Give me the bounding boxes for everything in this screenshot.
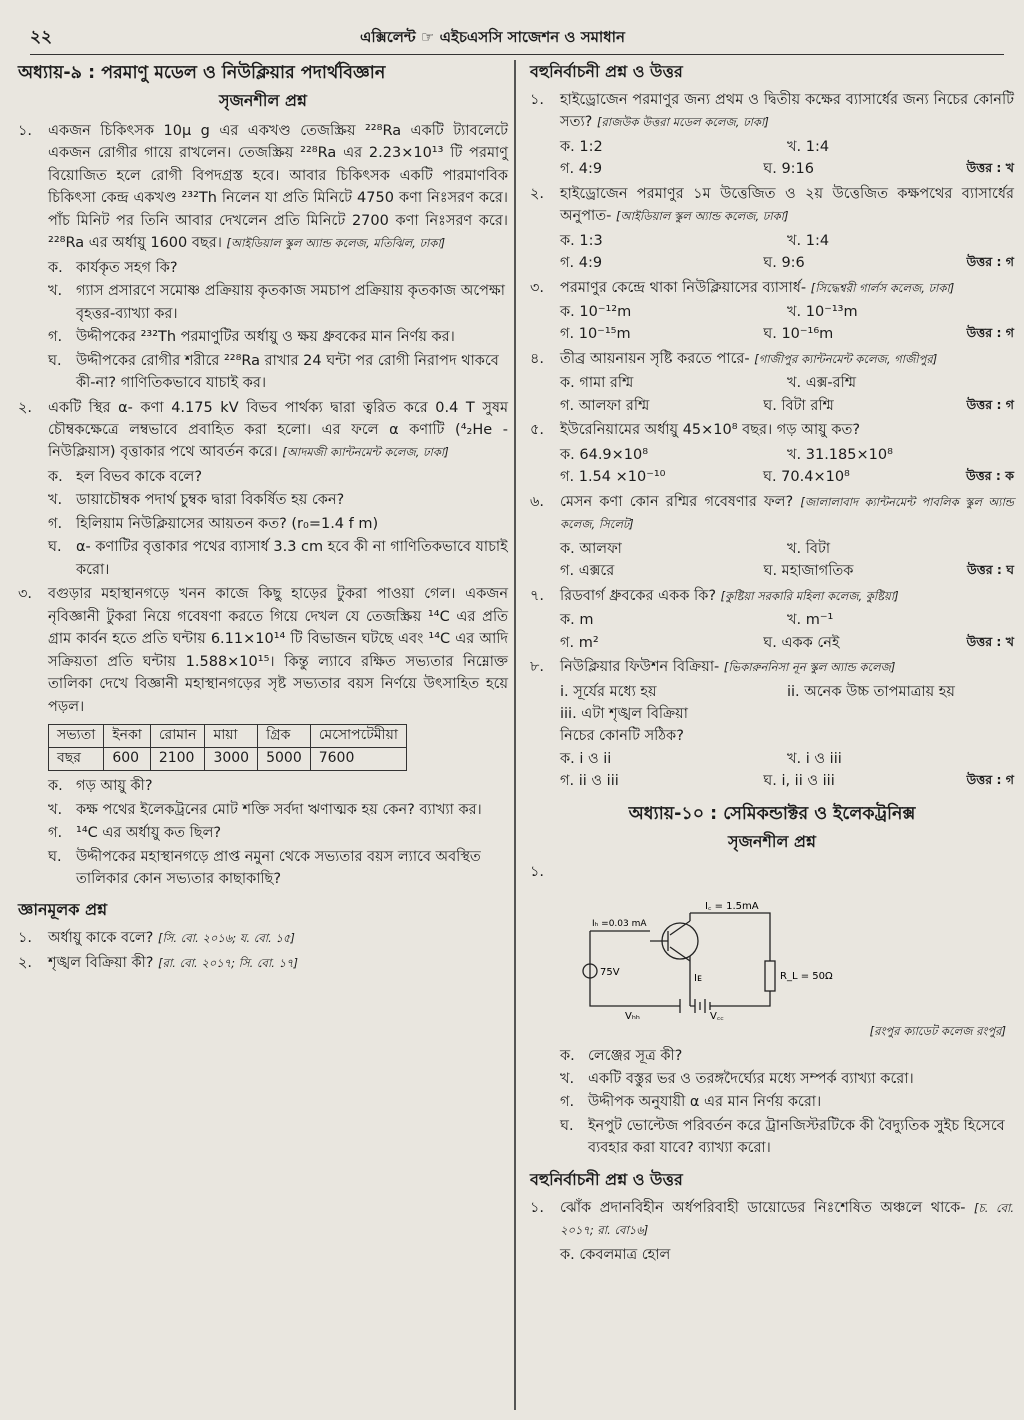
sub-text: ডায়াচৌম্বক পদার্থ চুম্বক দ্বারা বিকর্ষিত হয় কেন? (76, 492, 345, 509)
knowledge-title: জ্ঞানমূলক প্রশ্ন (18, 900, 108, 920)
option: খ. i ও iii (787, 750, 842, 767)
statement: iii. এটা শৃঙ্খল বিক্রিয়া (560, 705, 688, 722)
sub-label: খ. (560, 1071, 575, 1087)
question-source: [আদমজী ক্যান্টনমেন্ট কলেজ, ঢাকা] (282, 445, 449, 460)
question-text: তীব্র আয়নায়ন সৃষ্টি করতে পারে- (560, 350, 750, 367)
question-number: ১. (530, 1199, 545, 1216)
mcq-item (530, 419, 1014, 488)
statement: i. সূর্যের মধ্যে হয় (560, 683, 657, 700)
option: গ. 4:9 (560, 161, 603, 178)
sub-label: ঘ. (560, 1117, 574, 1134)
question-stem: বগুড়ার মহাস্থানগড়ে খনন কাজে কিছু হাড়ের টুকরা পাওয়া গেল। একজন নৃবিজ্ঞানী টুকরা নিয়ে গবেষণা করতে গিয়ে দেখল যে তেজস্ক্রিয় ¹⁴C এর প্রতি গ্রাম কার্বন হতে প্রতি ঘন্টায় 6.11×10¹⁴ টি বিভাজন ঘটছে এবং ¹⁴C এর আদি সক্রিয়তা প্রতি ঘন্টায় 1.588×10¹⁵। কিন্তু ল্যাবে রক্ষিত সভ্যতার নিম্নোক্ত তালিকা দেখে বিজ্ঞানী মহাস্থানগড়ের সৃষ্ট সভ্যতার বয়স নির্ণয়ে উৎসাহিত হয়ে পড়ল। (48, 586, 508, 715)
right-column (530, 60, 1014, 1266)
sub-question (48, 536, 508, 581)
option: গ. ii ও iii (560, 773, 619, 790)
question-source: [সিদ্ধেশ্বরী গার্লস কলেজ, ঢাকা] (810, 280, 955, 295)
mcq-item (530, 89, 1014, 181)
mcq-item (530, 348, 1014, 417)
sub-text: একটি বস্তুর ভর ও তরঙ্গদৈর্ঘ্যের মধ্যে সম্পর্ক ব্যাখ্যা করো। (588, 1071, 914, 1087)
option: ক. 1:2 (560, 138, 603, 155)
sub-question (560, 1115, 1014, 1160)
question-text: পরমাণুর কেন্দ্রে থাকা নিউক্লিয়াসের ব্যাসার্ধ- (560, 279, 807, 296)
option: গ. এক্সরে (560, 563, 615, 580)
sub-text: α- কণাটির বৃত্তাকার পথের ব্যাসার্ধ 3.3 cm হবে কী না গাণিতিকভাবে যাচাই করো। (76, 539, 508, 578)
answer: উত্তর : খ (966, 160, 1014, 176)
mcq-item (530, 183, 1014, 275)
mcq-item (530, 1197, 1014, 1242)
option: খ. 31.185×10⁸ (787, 446, 893, 463)
option: ঘ. i, ii ও iii (763, 773, 835, 790)
sub-question (48, 822, 508, 844)
question-source: [গাজীপুর ক্যান্টনমেন্ট কলেজ, গাজীপুর] (754, 351, 938, 366)
civilization-table (48, 724, 407, 771)
table-cell: ইনকা (104, 725, 151, 748)
sub-question (48, 846, 508, 891)
creative-question (18, 397, 508, 464)
question-number: ৩. (530, 279, 545, 296)
question-number: ২. (18, 954, 33, 971)
answer: উত্তর : খ (966, 633, 1014, 649)
answer: উত্তর : ক (965, 468, 1014, 484)
question-source: [আইডিয়াল স্কুল অ্যান্ড কলেজ, ঢাকা] (615, 209, 789, 224)
sub-question (560, 1091, 1014, 1113)
question-text: ঝোঁক প্রদানবিহীন অর্ধপরিবাহী ডায়োডের নিঃশেষিত অঞ্চলে থাকে- (560, 1199, 966, 1216)
question-number: ৮. (530, 659, 545, 676)
sub-label: ক. (48, 468, 63, 485)
question-number: ৭. (530, 587, 545, 604)
knowledge-question (18, 952, 508, 974)
sub-question (48, 775, 508, 797)
sub-question (48, 326, 508, 348)
option: ঘ. 70.4×10⁸ (762, 469, 850, 486)
question-number: ৫. (530, 422, 545, 439)
option: ঘ. একক নেই (763, 634, 840, 651)
table-cell: 600 (104, 748, 151, 771)
vcc-label: V꜀꜀ (710, 1011, 724, 1023)
question-number: ২. (18, 399, 33, 416)
transistor-circuit-diagram (570, 891, 833, 1023)
table-cell: 5000 (258, 748, 311, 771)
sub-question (48, 350, 508, 395)
question-text: রিডবার্গ ধ্রুবকের একক কি? (560, 587, 717, 604)
answer: উত্তর : গ (966, 396, 1014, 412)
question-source: [কুষ্টিয়া সরকারি মহিলা কলেজ, কুষ্টিয়া] (720, 588, 899, 603)
sub-label: খ. (48, 283, 63, 300)
sub-text: হল বিভব কাকে বলে? (76, 468, 203, 485)
sub-label: গ. (48, 825, 63, 842)
answer: উত্তর : গ (966, 254, 1014, 270)
option: ক. m (560, 612, 594, 629)
question-source: [রা. বো. ২০১৭; সি. বো. ১৭] (158, 955, 299, 970)
question-number: ৪. (530, 350, 545, 367)
sub-label: ঘ. (48, 539, 62, 556)
table-cell: বছর (49, 748, 104, 771)
emitter-current-label: Iᴇ (694, 973, 702, 985)
question-number: ১. (530, 863, 545, 880)
statement: ii. অনেক উচ্চ তাপমাত্রায় হয় (787, 683, 955, 700)
table-cell: গ্রিক (258, 725, 311, 748)
sub-question (560, 1045, 1014, 1067)
sub-label: গ. (48, 515, 63, 532)
question-number: ১. (18, 122, 33, 139)
mcq-item (530, 491, 1014, 583)
answer: উত্তর : গ (966, 772, 1014, 788)
sub-question (560, 1068, 1014, 1090)
question-source: [আইডিয়াল স্কুল অ্যান্ড কলেজ, মতিঝিল, ঢাকা] (226, 236, 446, 251)
table-row (49, 725, 407, 748)
base-current-label: Iₕ =0.03 mA (592, 919, 647, 930)
sub-text: উদ্দীপকের রোগীর শরীরে ²²⁸Ra রাখার 24 ঘন্টা পর রোগী নিরাপদ থাকবে কী-না? গাণিতিকভাবে যাচাই কর। (76, 352, 499, 392)
page-number: ২২ (30, 27, 53, 47)
answer: উত্তর : গ (966, 325, 1014, 341)
sub-text: কার্যকৃত সহগ কি? (76, 259, 178, 276)
question-number: ১. (530, 91, 545, 108)
option: খ. 10⁻¹³m (787, 304, 858, 321)
question-number: ৬. (530, 493, 545, 510)
table-cell: মায়া (205, 725, 258, 748)
option: ক. 10⁻¹²m (560, 304, 632, 321)
supply-voltage-label: 75V (600, 967, 620, 979)
chapter-title: অধ্যায়-৯ : পরমাণু মডেল ও নিউক্লিয়ার পদার্থবিজ্ঞান (18, 63, 386, 83)
option: ঘ. 10⁻¹⁶m (763, 326, 834, 343)
question-text: হাইড্রোজেন পরমাণুর ১ম উত্তেজিত ও ২য় উত্তেজিত কক্ষপথের ব্যাসার্ধের অনুপাত- (560, 185, 1014, 225)
sub-label: খ. (48, 492, 63, 509)
sub-label: ঘ. (48, 848, 62, 865)
table-cell: মেসোপটেমীয়া (310, 725, 406, 748)
sub-label: খ. (48, 801, 63, 818)
mcq-item (530, 585, 1014, 654)
question-text: অর্ধায়ু কাকে বলে? (48, 930, 154, 947)
answer: উত্তর : ঘ (967, 562, 1014, 578)
option: গ. 1.54 ×10⁻¹⁰ (560, 469, 666, 486)
sub-question (48, 466, 508, 488)
table-row (49, 748, 407, 771)
option: খ. m⁻¹ (787, 612, 834, 629)
option: খ. 1:4 (787, 232, 830, 249)
question-text: নিউক্লিয়ার ফিউশন বিক্রিয়া- (560, 659, 720, 676)
option: ক. i ও ii (560, 750, 612, 767)
sub-label: ঘ. (48, 352, 62, 369)
vbb-label: Vₕₕ (625, 1011, 640, 1023)
question-number: ৩. (18, 586, 33, 603)
sub-text: ¹⁴C এর অর্ধায়ু কত ছিল? (76, 825, 222, 842)
question-text: মেসন কণা কোন রশ্মির গবেষণার ফল? (560, 493, 794, 510)
chapter10-title: অধ্যায়-১০ : সেমিকন্ডাক্টর ও ইলেকট্রনিক্স (628, 803, 916, 824)
option: খ. বিটা (787, 540, 831, 557)
creative10-title: সৃজনশীল প্রশ্ন (728, 831, 816, 851)
question-source: [ভিকারুননিসা নূন স্কুল অ্যান্ড কলেজ] (723, 660, 896, 675)
sub-question (48, 280, 508, 325)
table-cell: 3000 (205, 748, 258, 771)
creative-title: সৃজনশীল প্রশ্ন (219, 91, 307, 111)
table-cell: 2100 (150, 748, 205, 771)
sub-text: উদ্দীপকের মহাস্থানগড়ে প্রাপ্ত নমুনা থেকে সভ্যতার বয়স ল্যাবে অবস্থিত তালিকার কোন সভ্যতার কাছাকাছি? (76, 848, 481, 887)
sub-text: গড় আয়ু কী? (76, 778, 153, 795)
mcq10-title: বহুনির্বাচনী প্রশ্ন ও উত্তর (530, 1169, 683, 1189)
option: খ. এক্স-রশ্মি (787, 375, 857, 392)
sub-question (48, 489, 508, 511)
collector-current-label: I꜀ = 1.5mA (705, 901, 759, 913)
question-stem: একজন চিকিৎসক 10μ g এর একখণ্ড তেজস্ক্রিয় ²²⁸Ra একটি ট্যাবলেটে একজন রোগীর গায়ে রাখলেন। তেজস্ক্রিয় ²²⁸Ra এর 2.23×10¹³ টি পরমাণু বিয়োজিত হলে রোগী বিপদগ্রস্ত হবে। আবার চিকিৎসক একটি পারমাণবিক চিকিৎসা কেন্দ্র একখণ্ড ²³²Th নিলেন যা প্রতি মিনিটে 4750 কণা নিঃসরণ করে। পাঁচ মিনিট পর তিনি আবার দেখলেন প্রতি মিনিটে 2700 কণা নিঃসরণ করে। ²²⁸Ra এর অর্ধায়ু 1600 বছর। (48, 122, 508, 252)
sub-label: গ. (560, 1094, 575, 1111)
creative-question (18, 583, 508, 718)
option: ক. 1:3 (560, 232, 603, 249)
creative-question (18, 120, 508, 255)
sub-text: উদ্দীপকের ²³²Th পরমাণুটির অর্ধায়ু ও ক্ষয় ধ্রুবকের মান নির্ণয় কর। (76, 329, 455, 346)
table-cell: 7600 (310, 748, 406, 771)
sub-text: গ্যাস প্রসারণে সমোষ্ণ প্রক্রিয়ায় কৃতকাজ সমচাপ প্রক্রিয়ায় কৃতকাজ অপেক্ষা বৃহত্তর-ব্যাখ্যা কর। (76, 283, 505, 322)
column-divider (514, 60, 516, 1410)
option: গ. 4:9 (560, 255, 603, 272)
sub-label: ক. (560, 1047, 575, 1064)
option: ঘ. 9:16 (763, 161, 815, 178)
option: খ. 1:4 (787, 138, 830, 155)
sub-question (48, 257, 508, 279)
question-number: ১. (18, 930, 33, 947)
sub-text: উদ্দীপক অনুযায়ী α এর মান নির্ণয় করো। (588, 1094, 822, 1111)
option: গ. m² (560, 634, 599, 651)
knowledge-question (18, 927, 508, 949)
question-stem: একটি স্থির α- কণা 4.175 kV বিভব পার্থক্য দ্বারা ত্বরিত করে 0.4 T সুষম চৌম্বকক্ষেত্রে লম্বভাবে প্রবাহিত করা হলো। এর ফলে α কণাটি (⁴₂He - নিউক্লিয়াস) বৃত্তাকার পথে আবর্তন করে। (48, 399, 508, 461)
option: ঘ. 9:6 (763, 255, 805, 272)
question-source: [চ. বো. ২০১৭; রা. বো১৬] (560, 1200, 1015, 1238)
question-source: [জালালাবাদ ক্যান্টনমেন্ট পাবলিক স্কুল অ্যান্ড কলেজ, সিলেট] (560, 494, 1014, 532)
question-text: ইউরেনিয়ামের অর্ধায়ু 45×10⁸ বছর। গড় আয়ু কত? (560, 422, 861, 439)
option: ক. 64.9×10⁸ (560, 446, 649, 463)
page-header (30, 10, 1004, 55)
sub-question (48, 799, 508, 821)
mcq-title: বহুনির্বাচনী প্রশ্ন ও উত্তর (530, 62, 683, 81)
table-cell: রোমান (150, 725, 205, 748)
sub-label: ক. (48, 778, 63, 795)
load-resistor-label: R_L = 50Ω (780, 971, 833, 983)
question-number: ২. (530, 185, 545, 202)
question-source: [সি. বো. ২০১৬; য. বো. ১৫] (157, 931, 295, 946)
which-correct: নিচের কোনটি সঠিক? (560, 728, 684, 745)
option: ঘ. মহাজাগতিক (763, 563, 854, 580)
option: গ. 10⁻¹⁵m (560, 326, 631, 343)
sub-text: কক্ষ পথের ইলেকট্রনের মোট শক্তি সর্বদা ঋণাত্মক হয় কেন? ব্যাখ্যা কর। (76, 801, 482, 818)
mcq-item (530, 277, 1014, 346)
sub-label: ক. (48, 259, 63, 276)
option: ক. কেবলমাত্র হোল (560, 1246, 671, 1263)
table-cell: সভ্যতা (49, 725, 104, 748)
sub-text: হিলিয়াম নিউক্লিয়াসের আয়তন কত? (r₀=1.4 f m) (76, 515, 379, 532)
book-title: এক্সিলেন্ট ☞ এইচএসসি সাজেশন ও সমাধান (360, 28, 625, 46)
option: ঘ. বিটা রশ্মি (763, 397, 834, 414)
sub-text: ইনপুট ভোল্টেজ পরিবর্তন করে ট্রানজিস্টরটিকে কী বৈদ্যুতিক সুইচ হিসেবে ব্যবহার করা যাবে? ব্যাখ্যা করো। (588, 1117, 1005, 1157)
sub-label: গ. (48, 329, 63, 346)
question-text: হাইড্রোজেন পরমাণুর জন্য প্রথম ও দ্বিতীয় কক্ষের ব্যাসার্ধের জন্য নিচের কোনটি সত্য? (560, 91, 1014, 131)
question-text: শৃঙ্খল বিক্রিয়া কী? (48, 954, 154, 971)
option: ক. আলফা (560, 540, 622, 557)
circuit-source: [রংপুর ক্যাডেট কলেজ রংপুর] (869, 1023, 1006, 1038)
sub-question (48, 513, 508, 535)
option: গ. আলফা রশ্মি (560, 397, 650, 414)
mcq-item (530, 656, 1014, 793)
option: ক. গামা রশ্মি (560, 375, 634, 392)
question-source: [রাজউক উত্তরা মডেল কলেজ, ঢাকা] (596, 115, 769, 130)
sub-text: লেঞ্জের সূত্র কী? (588, 1047, 683, 1064)
left-column (18, 60, 508, 976)
